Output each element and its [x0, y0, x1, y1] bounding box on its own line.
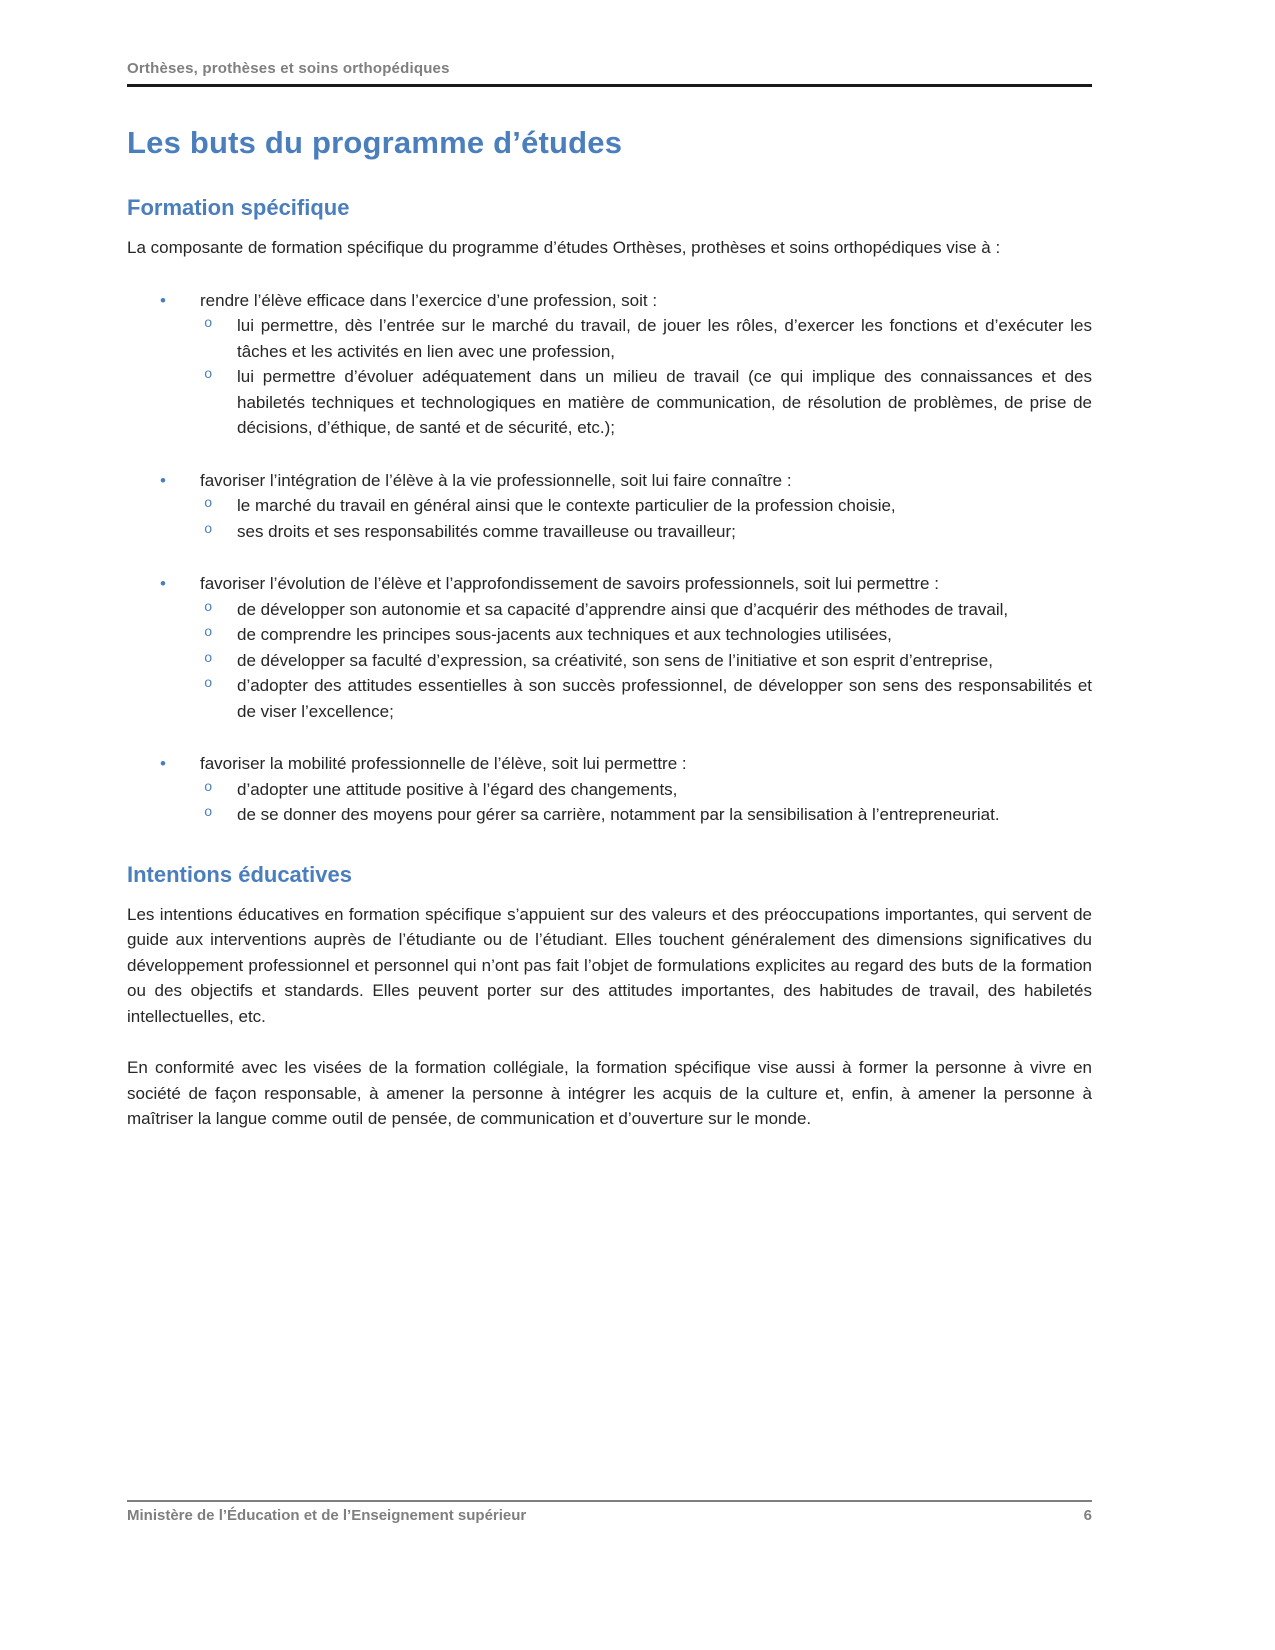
circle-bullet-icon: o — [204, 496, 213, 512]
list-item-text: favoriser l’intégration de l’élève à la vie professionnelle, soit lui faire connaître : — [200, 470, 792, 490]
sub-list-item — [200, 519, 1092, 545]
sub-list-item-text: ses droits et ses responsabilités comme travailleuse ou travailleur; — [237, 521, 736, 541]
sub-list-item-text: le marché du travail en général ainsi que le contexte particulier de la profession choisie, — [237, 496, 896, 515]
sub-list — [200, 493, 1092, 544]
page-footer — [127, 1500, 1092, 1524]
circle-bullet-icon: o — [204, 779, 213, 796]
footer-ministry-text: Ministère de l’Éducation et de l’Enseignement supérieur — [127, 1507, 527, 1524]
running-header: Orthèses, prothèses et soins orthopédiques — [127, 60, 450, 77]
sub-list-item-text: d’adopter une attitude positive à l’égard des changements, — [237, 779, 678, 799]
paragraph: Les intentions éducatives en formation spécifique s’appuient sur des valeurs et des préoccupations importantes, qui servent de guide aux interventions auprès de l’étudiante ou de l’étudiant. Elles touchent généralement des dimensions significatives du développement professionnel et personnel qui n’ont pas fait l’objet de formulations explicites au regard des buts de la formation ou des objectifs et standards. Elles peuvent porter sur des attitudes importantes, des habitudes de travail, des habiletés intellectuelles, etc. — [127, 904, 1092, 1026]
list-item — [127, 288, 1092, 441]
bullet-icon: • — [160, 290, 166, 310]
sub-list-item — [200, 313, 1092, 364]
list-item-text: favoriser la mobilité professionnelle de l’élève, soit lui permettre : — [200, 754, 687, 773]
sub-list-item — [200, 673, 1092, 724]
section-heading-formation-specifique: Formation spécifique — [127, 195, 350, 220]
circle-bullet-icon: o — [204, 676, 213, 692]
sub-list-item-text: de développer sa faculté d’expression, sa créativité, son sens de l’initiative et son esprit d’entreprise, — [237, 650, 993, 670]
sub-list-item-text: lui permettre, dès l’entrée sur le marché du travail, de jouer les rôles, d’exercer les fonctions et d’exécuter les tâches et les activités en lien avec une profession, — [237, 316, 1092, 361]
list-item — [127, 571, 1092, 724]
bullet-icon: • — [160, 470, 166, 490]
sub-list — [200, 777, 1092, 828]
circle-bullet-icon: o — [204, 316, 213, 332]
list-item — [127, 751, 1092, 828]
header-rule — [127, 84, 1092, 87]
paragraph: En conformité avec les visées de la formation collégiale, la formation spécifique vise aussi à former la personne à vivre en société de façon responsable, à amener la personne à intégrer les acquis de la culture et, enfin, à amener la personne à maîtriser la langue comme outil de pensée, de communication et d’ouverture sur le monde. — [127, 1058, 1092, 1128]
sub-list-item-text: de comprendre les principes sous-jacents aux techniques et aux technologies utilisées, — [237, 625, 892, 644]
circle-bullet-icon: o — [204, 625, 213, 641]
sub-list-item — [200, 622, 1092, 648]
sub-list — [200, 313, 1092, 441]
circle-bullet-icon: o — [204, 805, 213, 821]
sub-list-item — [200, 364, 1092, 441]
footer-rule — [127, 1500, 1092, 1502]
sub-list-item — [200, 648, 1092, 674]
sub-list — [200, 597, 1092, 725]
sub-list-item — [200, 777, 1092, 803]
sub-list-item-text: d’adopter des attitudes essentielles à son succès professionnel, de développer son sens des responsabilités et de viser l’excellence; — [237, 676, 1092, 721]
footer-row — [127, 1507, 1092, 1524]
circle-bullet-icon: o — [204, 650, 213, 667]
sub-list-item-text: lui permettre d’évoluer adéquatement dans un milieu de travail (ce qui implique des connaissances et des habiletés techniques et technologiques en matière de communication, de résolution de problèmes, de prise de décisions, d’éthique, de santé et de sécurité, etc.); — [237, 367, 1092, 437]
sub-list-item-text: de développer son autonomie et sa capacité d’apprendre ainsi que d’acquérir des méthodes de travail, — [237, 599, 1009, 619]
section-heading-intentions-educatives: Intentions éducatives — [127, 861, 352, 887]
intro-paragraph: La composante de formation spécifique du programme d’études Orthèses, prothèses et soins orthopédiques vise à : — [127, 238, 1001, 257]
sub-list-item — [200, 597, 1092, 623]
list-item — [127, 468, 1092, 545]
circle-bullet-icon: o — [204, 521, 213, 538]
page-title: Les buts du programme d’études — [127, 125, 623, 160]
sub-list-item — [200, 493, 1092, 519]
bullet-icon: • — [160, 754, 166, 773]
sub-list-item-text: de se donner des moyens pour gérer sa carrière, notamment par la sensibilisation à l’entrepreneuriat. — [237, 805, 1000, 824]
bullet-icon: • — [160, 574, 166, 593]
circle-bullet-icon: o — [204, 599, 213, 616]
list-item-text: favoriser l’évolution de l’élève et l’approfondissement de savoirs professionnels, soit lui permettre : — [200, 574, 939, 593]
page-number: 6 — [1083, 1507, 1092, 1524]
goals-list — [127, 288, 1092, 828]
circle-bullet-icon: o — [204, 367, 213, 383]
sub-list-item — [200, 802, 1092, 828]
list-item-text: rendre l’élève efficace dans l’exercice d’une profession, soit : — [200, 290, 658, 310]
